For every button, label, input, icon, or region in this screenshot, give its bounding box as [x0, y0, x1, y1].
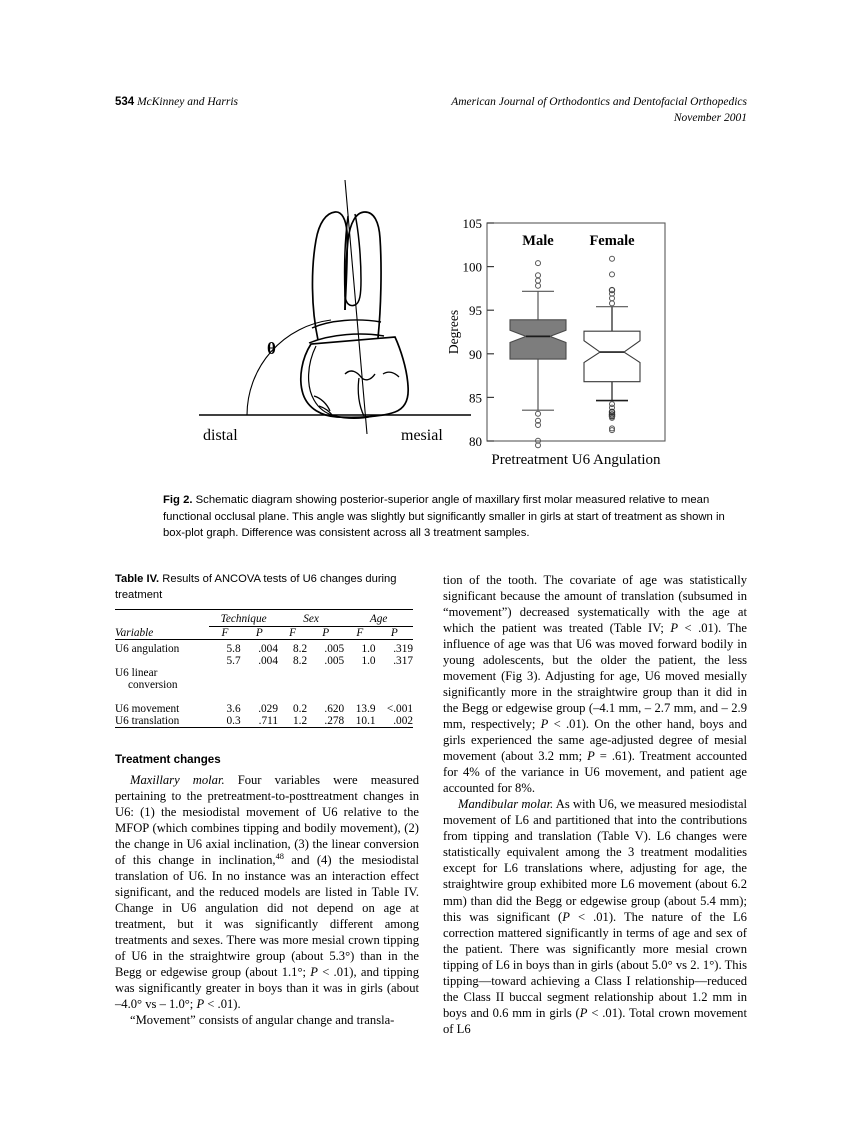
- theta-symbol: θ: [267, 339, 276, 359]
- sub-header-sex-p: P: [322, 626, 330, 639]
- y-tick-100: 100: [462, 259, 482, 275]
- table-row: [115, 655, 413, 703]
- issue-date: November 2001: [673, 111, 747, 124]
- row-technique-f: 5.7: [226, 654, 241, 667]
- table-label: Table IV.: [115, 573, 160, 586]
- row-variable: U6 movement: [115, 702, 180, 715]
- row-sex-p: .278: [324, 714, 345, 727]
- angle-arc: [247, 320, 331, 415]
- row-variable: U6 translation: [115, 714, 180, 727]
- figure-label: Fig 2.: [163, 494, 193, 507]
- sub-header-technique-p: P: [255, 626, 263, 639]
- figure-caption: [163, 492, 729, 542]
- right-paragraph-1-e: < .01). On the other hand, boys and girls experienced the same age-adjusted degree of mesial movement (about 3.2 mm;: [443, 717, 747, 764]
- left-paragraph-1-a: Four variables were measured pertaining to the pretreatment-to-posttreatment changes in U6: (1) the mesiodistal movement of U6 relative to the MFOP (which combines tipping and bodily movement), (2) the change in U6 axial inclination, (3) the linear conversion of this change in inclination,: [115, 772, 419, 867]
- left-paragraph-1: [115, 772, 419, 1012]
- table-row: [115, 715, 413, 728]
- y-axis-title: Degrees: [446, 309, 461, 355]
- distal-label: distal: [203, 427, 238, 445]
- sub-header-age-p: P: [390, 626, 398, 639]
- right-paragraph-1-c: < .01). The influence of age was that U6 was moved forward bodily in young adolescents, but the older the patient, the less movement (Fig 3). Adjusting for age, U6 moved mesially significantly more in the straightwire group than it did in the Begg or edgewise group (–4.1 mm, – 2.7 mm, and – 2.9 mm, respectively;: [443, 621, 747, 732]
- row-sex-f: 8.2: [293, 654, 308, 667]
- row-technique-f: 5.8: [226, 642, 241, 655]
- journal-name: American Journal of Orthodontics and Dentofacial Orthopedics: [451, 96, 747, 108]
- occlusal-groove-2: [383, 372, 399, 377]
- row-age-f: 13.9: [355, 702, 376, 715]
- table-row: [115, 643, 413, 655]
- occlusal-groove-1: [345, 371, 375, 380]
- y-tick-85: 85: [469, 390, 482, 406]
- y-tick-105: 105: [462, 216, 482, 232]
- male-box: [510, 320, 566, 359]
- p-italic-6: P: [562, 909, 570, 924]
- x-axis-title: Pretreatment U6 Angulation: [491, 452, 661, 469]
- left-paragraph-1-d: < .01), and tipping was significantly greater in boys than it was in girls (about –4.0° vs – 1.0°;: [115, 964, 419, 1011]
- left-paragraph-1-f: < .01).: [204, 996, 241, 1011]
- sub-header-technique-f: F: [221, 626, 229, 639]
- running-head-left: [115, 95, 238, 111]
- boxplot-chart: [440, 213, 680, 498]
- page-content: [115, 95, 747, 1037]
- row-technique-f: 0.3: [226, 714, 241, 727]
- p-italic-2: P: [196, 996, 205, 1011]
- mandibular-molar-lead-in: Mandibular molar.: [458, 797, 554, 812]
- right-paragraph-1: [443, 572, 747, 796]
- ancova-table: [115, 609, 413, 731]
- p-italic-7: P: [579, 1005, 588, 1020]
- crown-distal-bulge: [309, 346, 335, 416]
- row-age-f: 10.1: [355, 714, 376, 727]
- table-bottom-rule: [115, 727, 413, 731]
- p-italic-4: P: [540, 717, 549, 732]
- table-row: [115, 703, 413, 715]
- section-heading-treatment-changes: Treatment changes: [115, 752, 221, 766]
- p-italic-5: P: [587, 749, 595, 764]
- row-age-p: <.001: [386, 702, 413, 715]
- running-head-right: [451, 95, 747, 126]
- row-technique-p: .004: [258, 654, 278, 667]
- row-age-f: 1.0: [361, 642, 376, 655]
- right-paragraph-1-g: = .61). Treatment accounted for 4% of the variance in U6 movement, and patient age accounted for 8%.: [443, 749, 747, 796]
- row-sex-f: 0.2: [293, 702, 308, 715]
- figure-2: [115, 168, 747, 468]
- figure-caption-text: Schematic diagram showing posterior-superior angle of maxillary first molar measured relative to mean functional occlusal plane. This angle was slightly but significantly smaller in girls at start of treatment as shown in box-plot graph. Difference was consistent across all 3 treatment samples.: [163, 494, 725, 540]
- row-variable: U6 angulation: [115, 642, 180, 655]
- row-age-p: .319: [393, 642, 413, 655]
- running-head-authors: McKinney and Harris: [137, 96, 238, 108]
- row-sex-p: .005: [324, 654, 345, 667]
- sub-header-sex-f: F: [289, 626, 297, 639]
- right-paragraph-2-e: < .01). Total crown movement of L6: [443, 1005, 747, 1036]
- right-paragraph-2-c: < .01). The nature of the L6 correction mattered significantly in terms of age and sex of the patient. There was significantly more mesial crown tipping of L6 in boys than in girls (about 5.0° vs 2. 1°). This tipping—toward achieving a Class I relationship—reduced the Class II buccal segment relationship about 1.2 mm in boys and 0.6 mm in girls (: [443, 909, 747, 1020]
- distobuccal-root: [345, 212, 381, 338]
- y-tick-95: 95: [469, 303, 482, 319]
- group-label-female: Female: [589, 233, 635, 250]
- row-technique-p: .004: [258, 642, 278, 655]
- table-title-text: Results of ANCOVA tests of U6 changes during treatment: [115, 573, 397, 602]
- table-group-header-row: [115, 613, 413, 625]
- row-age-p: .317: [393, 654, 413, 667]
- left-paragraph-2: “Movement” consists of angular change and transla-: [130, 1012, 395, 1027]
- row-sex-f: 8.2: [293, 642, 308, 655]
- row-age-f: 1.0: [361, 654, 376, 667]
- row-variable-line2: conversion: [128, 678, 178, 691]
- group-header-sex: Sex: [303, 613, 319, 625]
- right-paragraph-2-a: As with U6, we measured mesiodistal movement of L6 and partitioned that into the contributions from tipping and translation (Table V). L6 changes were statistically equivalent among the 3 treatment modalities except for L6 translations where, adjusting for age, the straightwire group exhibited more L6 movement (about 6.2 mm) than did the Begg or edgewise group (about 5.4 mm); this was significant (: [443, 797, 747, 924]
- mesial-label: mesial: [401, 427, 443, 445]
- left-paragraph-1-b: and (4) the mesiodistal translation of U6. In no instance was an interaction effect significant, and the reduced models are listed in Table IV. Change in U6 angulation did not depend on age at treatment, but it was significantly different among treatments and sexes. There was more mesial crown tipping of U6 in the straightwire group (about 5.3°) than in the Begg or edgewise group (about 1.1°;: [115, 852, 419, 979]
- page-number: 534: [115, 96, 135, 108]
- maxillary-molar-lead-in: Maxillary molar.: [130, 772, 225, 787]
- group-label-male: Male: [522, 233, 554, 250]
- reference-48: 48: [275, 851, 284, 861]
- p-italic-3: P: [670, 621, 679, 636]
- row-sex-p: .005: [324, 642, 345, 655]
- variable-header: Variable: [115, 626, 154, 639]
- table-4-title: [115, 572, 419, 604]
- running-head: [115, 95, 747, 126]
- sub-header-age-f: F: [356, 626, 364, 639]
- female-box: [584, 331, 640, 382]
- row-age-p: .002: [393, 714, 413, 727]
- y-tick-80: 80: [469, 434, 482, 450]
- row-variable-line1: U6 linear: [115, 666, 158, 679]
- y-tick-90: 90: [469, 346, 482, 362]
- body-columns: [115, 572, 747, 1036]
- row-sex-f: 1.2: [293, 714, 308, 727]
- table-sub-header-row: [115, 626, 413, 639]
- left-column: [115, 572, 419, 1036]
- p-italic-1: P: [310, 964, 318, 979]
- row-technique-p: .029: [258, 702, 278, 715]
- right-paragraph-1-a: tion of the tooth. The covariate of age was statistically significant because the amount of translation (subsumed in “movement”) decreased systematically with the age at which the patient was treated (Table IV;: [443, 573, 747, 636]
- right-column: [443, 572, 747, 1036]
- right-paragraph-2: [443, 796, 747, 1036]
- row-technique-f: 3.6: [226, 702, 241, 715]
- group-header-age: Age: [369, 613, 388, 625]
- group-header-technique: Technique: [220, 613, 267, 625]
- row-variable: [115, 655, 209, 703]
- row-technique-p: .711: [258, 714, 278, 727]
- row-sex-p: .620: [324, 702, 345, 715]
